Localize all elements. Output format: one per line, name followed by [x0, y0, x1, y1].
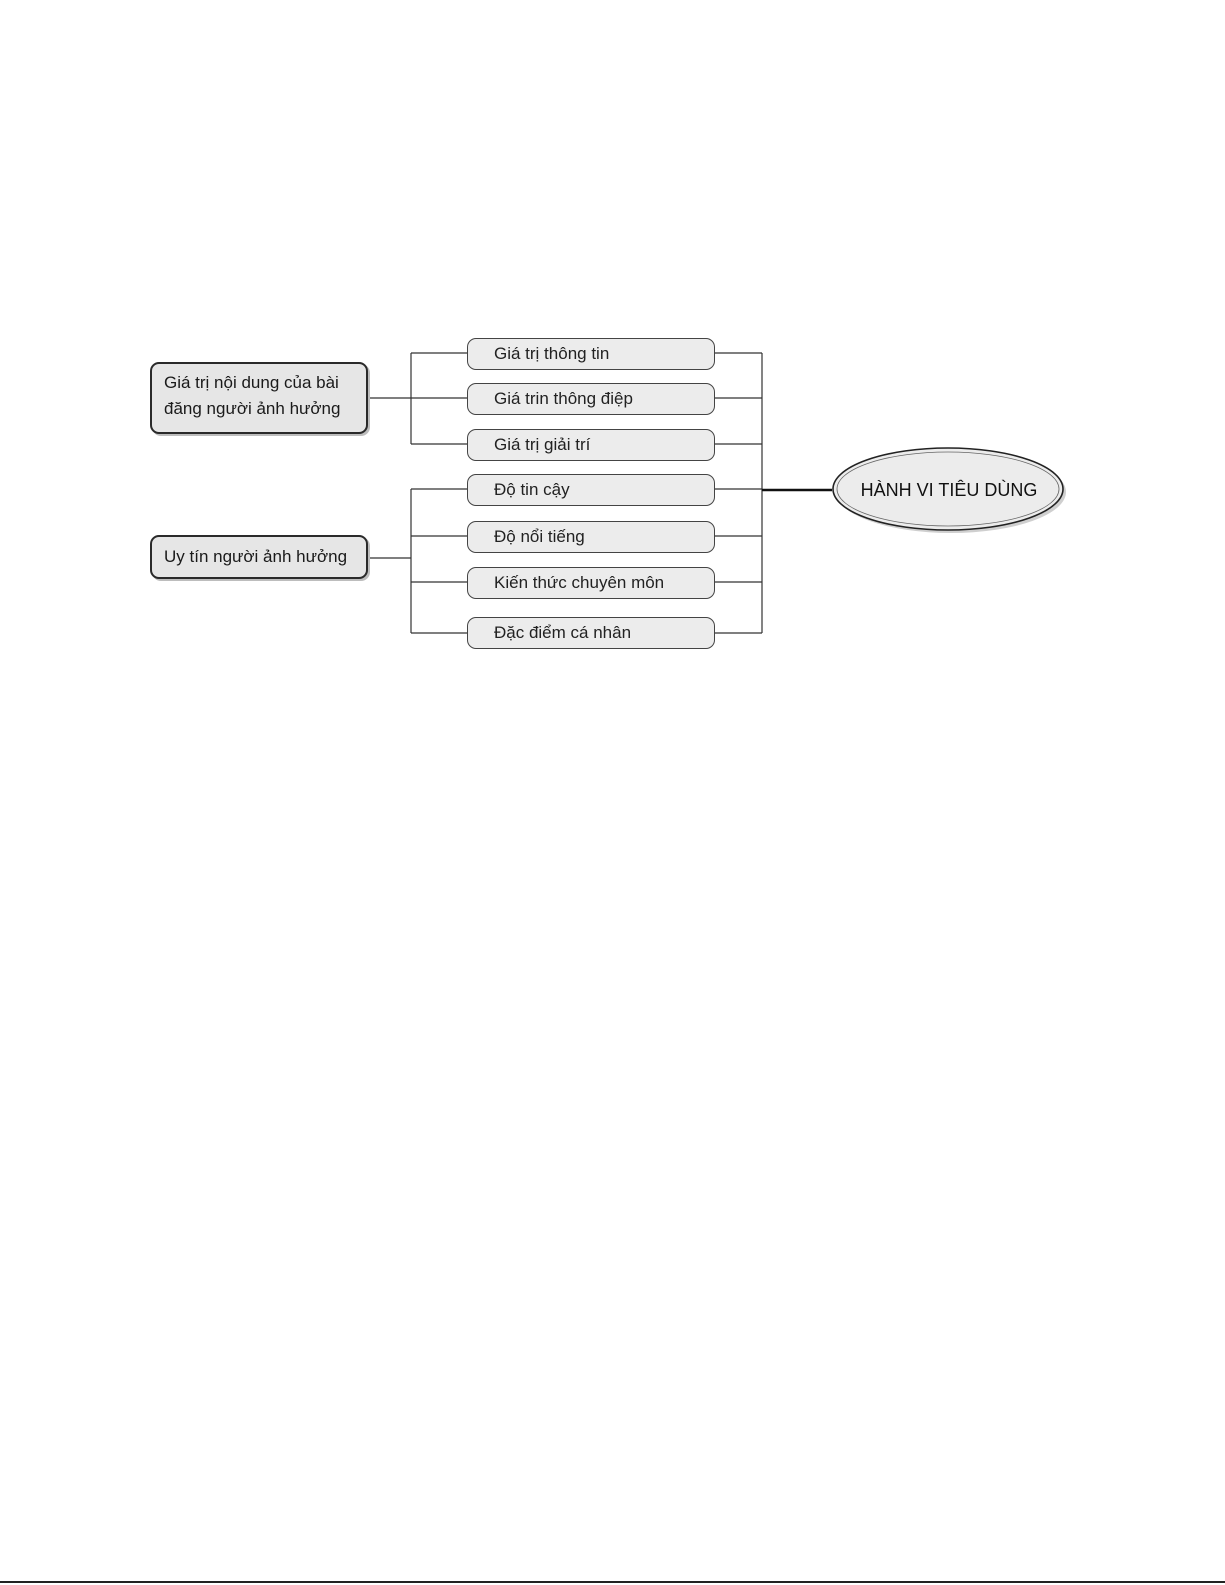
factor-box: Đặc điểm cá nhân	[467, 617, 715, 649]
factor-box: Độ nổi tiếng	[467, 521, 715, 553]
factor-box: Giá trin thông điệp	[467, 383, 715, 415]
factor-box: Độ tin cậy	[467, 474, 715, 506]
group-label: Uy tín người ảnh hưởng	[164, 547, 348, 566]
page-bottom-rule	[0, 1581, 1225, 1583]
factor-box: Giá trị thông tin	[467, 338, 715, 370]
factor-box: Giá trị giải trí	[467, 429, 715, 461]
group-box-influencer-credibility	[150, 535, 368, 579]
outcome-label: HÀNH VI TIÊU DÙNG	[860, 479, 1038, 500]
outcome-node	[830, 445, 1068, 535]
factor-box: Kiến thức chuyên môn	[467, 567, 715, 599]
group-label: Giá trị nội dung của bài đăng người ảnh hưởng	[164, 373, 341, 418]
group-box-content-value	[150, 362, 368, 434]
